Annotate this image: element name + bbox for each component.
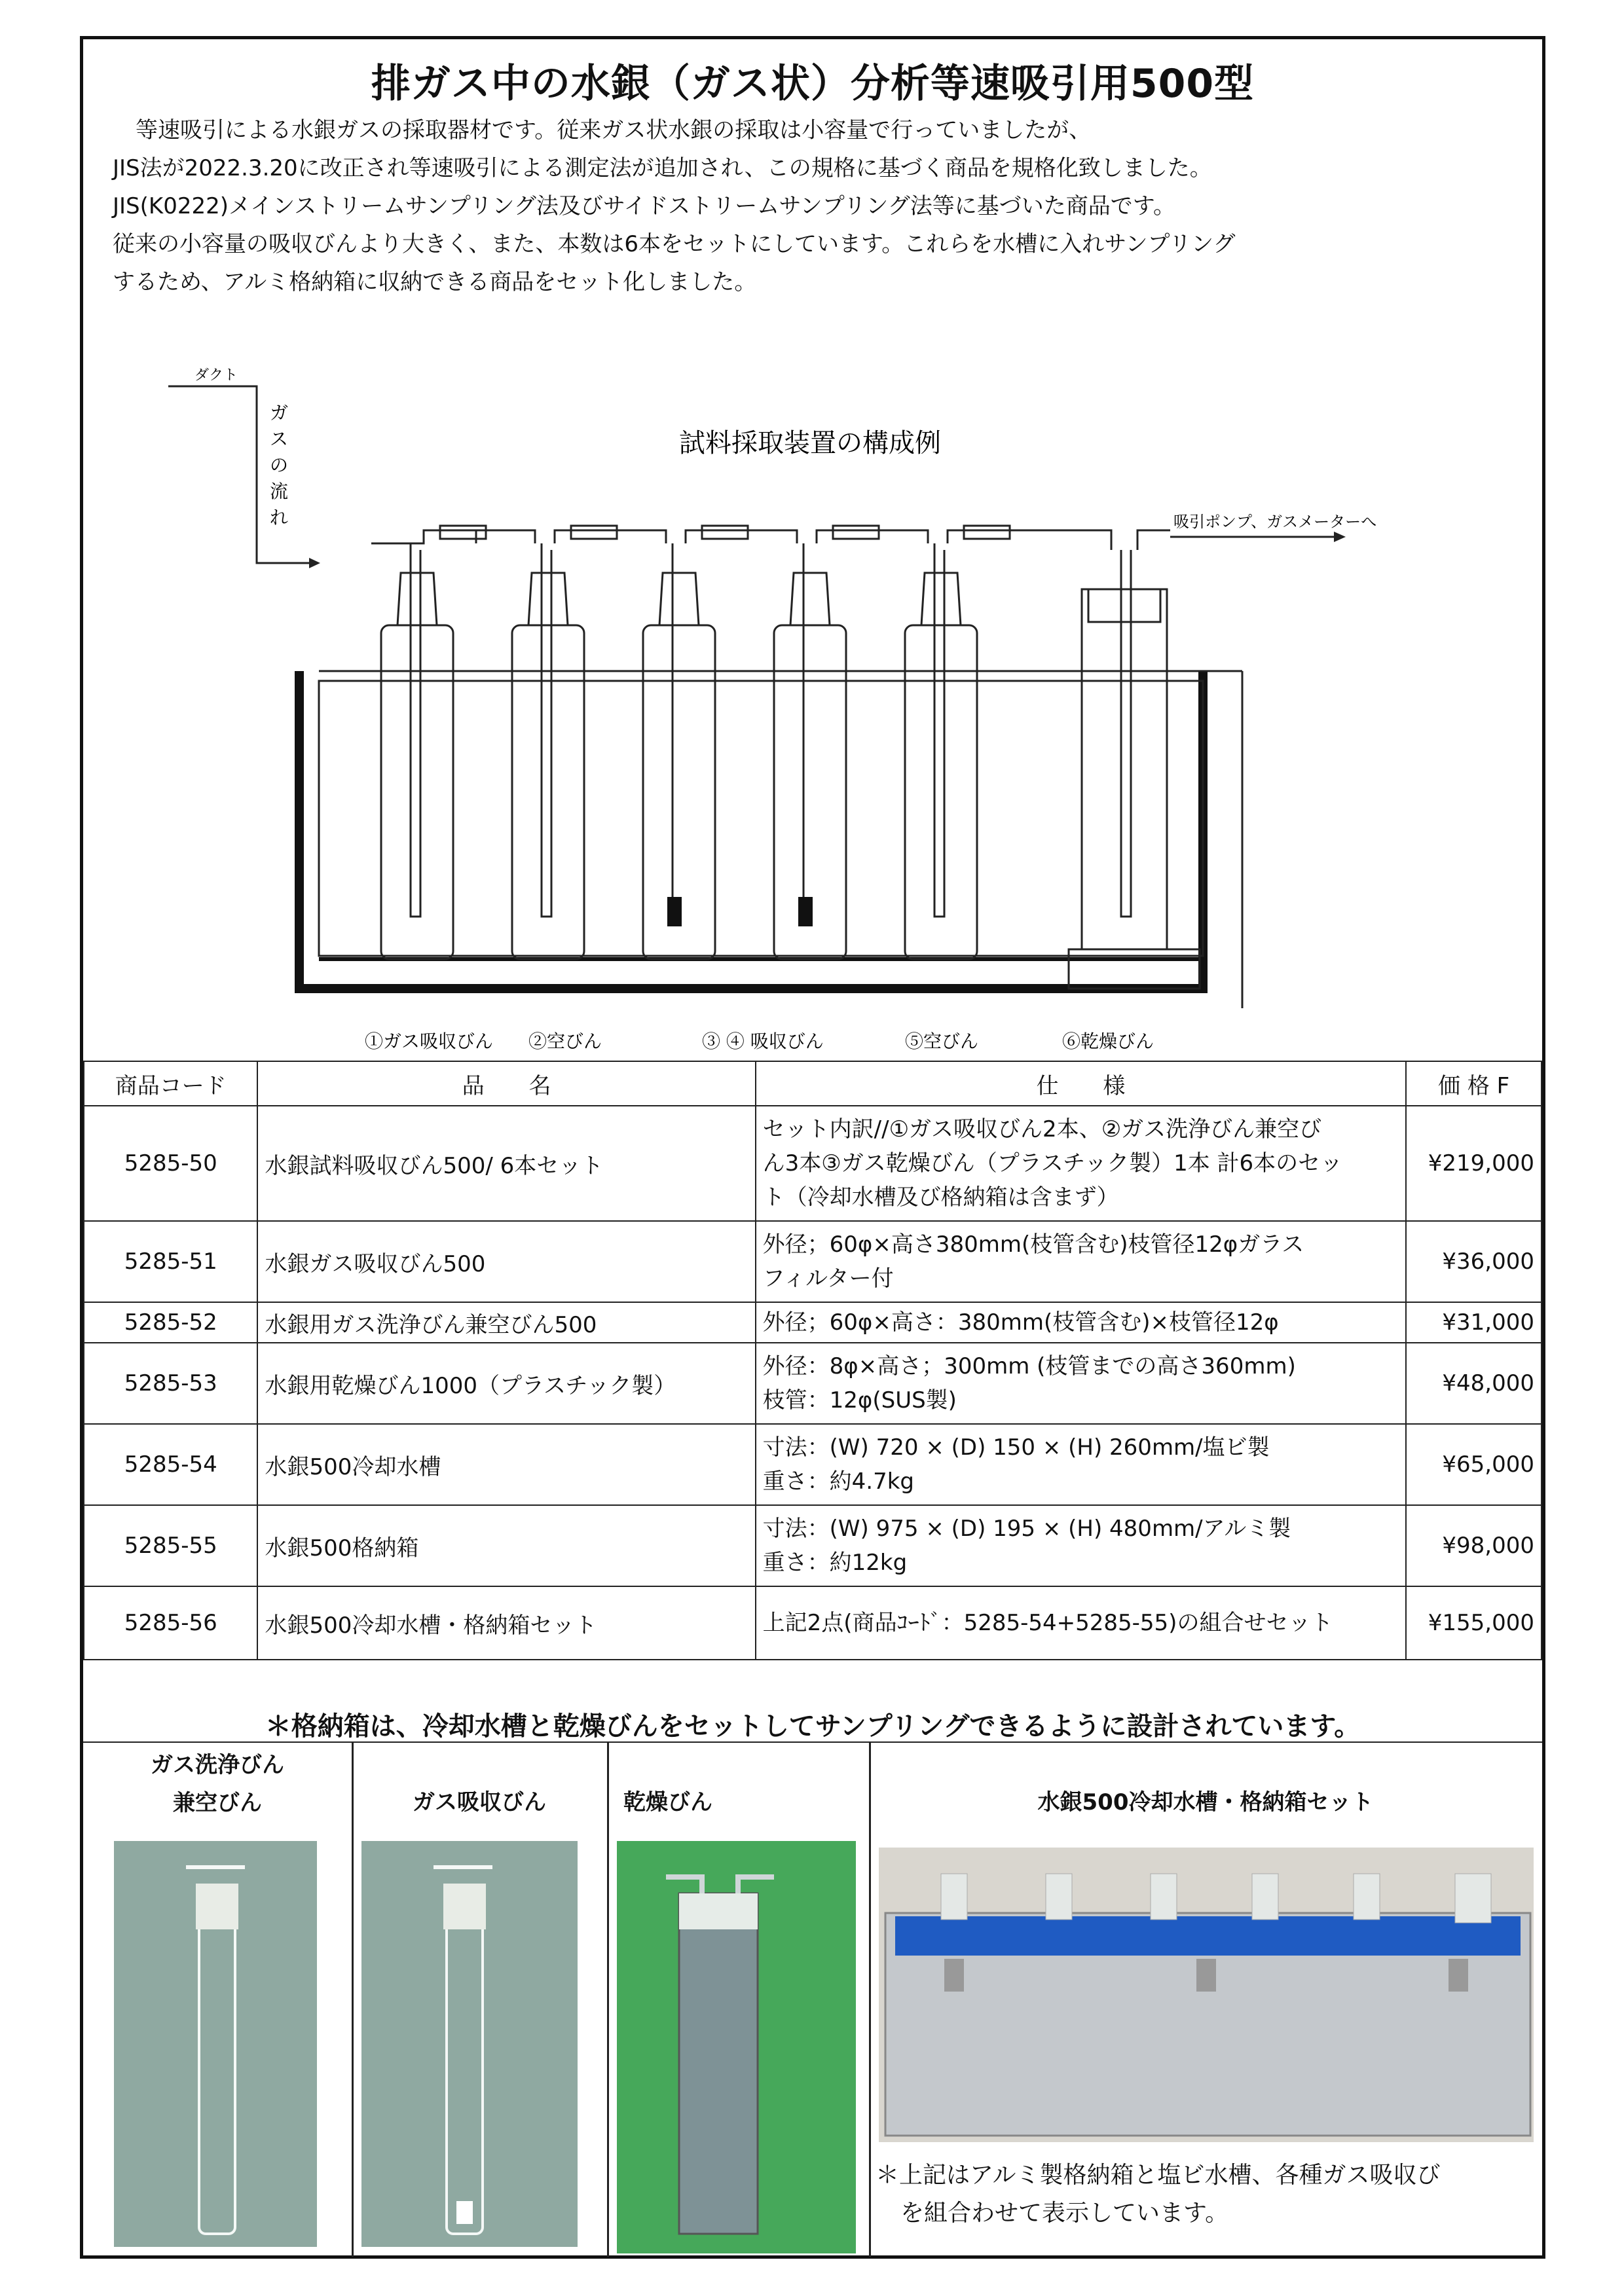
svg-text:流: 流 <box>270 481 289 502</box>
product-name: 水銀ガス吸収びん500 <box>257 1221 755 1302</box>
product-code: 5285-54 <box>84 1424 257 1505</box>
product-spec: 外径；60φ×高さ：380mm(枝管含む)×枝管径12φ <box>756 1302 1407 1343</box>
product-name: 水銀500冷却水槽・格納箱セット <box>257 1586 755 1660</box>
product-price: ¥31,000 <box>1406 1302 1541 1343</box>
diagram-title: 試料採取装置の構成例 <box>679 428 941 458</box>
product-table <box>83 1061 1542 1660</box>
product-code: 5285-55 <box>84 1505 257 1586</box>
product-spec: セット内訳//①ガス吸収びん2本、②ガス洗浄びん兼空び ん3本③ガス乾燥びん（プラスチック製）1本 計6本のセッ ト（冷却水槽及び格納箱は含まず） <box>756 1106 1407 1221</box>
set-note: ＊上記はアルミ製格納箱と塩ビ水槽、各種ガス吸収び を組合わせて表示しています。 <box>876 2162 1441 2227</box>
wash-bottle-photo <box>114 1841 317 2247</box>
product-spec: 外径；60φ×高さ380mm(枝管含む)枝管径12φガラス フィルター付 <box>756 1221 1407 1302</box>
product-price: ¥48,000 <box>1406 1343 1541 1424</box>
intro-line: 等速吸引による水銀ガスの採取器材です。従来ガス状水銀の採取は小容量で行っていましたが、 <box>136 117 1092 143</box>
absorption-bottle-caption: ガス吸収びん <box>413 1789 546 1815</box>
product-name: 水銀試料吸収びん500/ 6本セット <box>257 1106 755 1221</box>
table-row <box>84 1505 1541 1586</box>
product-price: ¥155,000 <box>1406 1586 1541 1660</box>
product-price: ¥36,000 <box>1406 1221 1541 1302</box>
to-pump-label: 吸引ポンプ、ガスメーターへ <box>1173 513 1377 531</box>
label-gas-absorption-bottle: ①ガス吸収びん <box>365 1030 494 1052</box>
product-code: 5285-50 <box>84 1106 257 1221</box>
product-price: ¥219,000 <box>1406 1106 1541 1221</box>
product-code: 5285-51 <box>84 1221 257 1302</box>
product-name: 水銀500冷却水槽 <box>257 1424 755 1505</box>
header-spec: 仕 様 <box>756 1061 1407 1106</box>
intro-text <box>113 111 1521 301</box>
svg-text:ス: ス <box>270 428 289 450</box>
storage-box-note: ＊格納箱は、冷却水槽と乾燥びんをセットしてサンプリングできるように設計されています。 <box>265 1711 1361 1741</box>
product-spec: 外径：8φ×高さ；300mm (枝管までの高さ360mm) 枝管：12φ(SUS製) <box>756 1343 1407 1424</box>
table-row <box>84 1343 1541 1424</box>
drying-bottle-column <box>607 1743 871 2257</box>
sampling-apparatus-diagram <box>83 327 1542 1074</box>
product-code: 5285-52 <box>84 1302 257 1343</box>
product-name: 水銀500格納箱 <box>257 1505 755 1586</box>
product-spec: 上記2点(商品ｺｰﾄﾞ：5285-54+5285-55)の組合せセット <box>756 1586 1407 1660</box>
label-absorption-bottles: ③ ④ 吸収びん <box>702 1030 824 1052</box>
intro-line: するため、アルミ格納箱に収納できる商品をセット化しました。 <box>113 269 757 295</box>
duct-label: ダクト <box>194 367 238 384</box>
table-header-row <box>84 1061 1541 1106</box>
set-caption: 水銀500冷却水槽・格納箱セット <box>1037 1789 1374 1815</box>
intro-line: 従来の小容量の吸収びんより大きく、また、本数は6本をセットにしています。これらを水槽に入れサンプリング <box>113 231 1236 257</box>
table-row <box>84 1424 1541 1505</box>
header-price: 価 格 F <box>1406 1061 1541 1106</box>
gas-flow-label <box>270 402 288 528</box>
absorption-bottle-photo <box>361 1841 578 2247</box>
product-price: ¥98,000 <box>1406 1505 1541 1586</box>
page-frame <box>80 36 1545 2259</box>
header-name: 品 名 <box>257 1061 755 1106</box>
page-title: 排ガス中の水銀（ガス状）分析等速吸引用500型 <box>371 61 1255 107</box>
table-row <box>84 1106 1541 1221</box>
product-price: ¥65,000 <box>1406 1424 1541 1505</box>
table-row <box>84 1221 1541 1302</box>
product-code: 5285-56 <box>84 1586 257 1660</box>
label-empty-bottle-5: ⑤空びん <box>905 1030 979 1052</box>
intro-line: JIS(K0222)メインストリームサンプリング法及びサイドストリームサンプリング法等に基づいた商品です。 <box>113 193 1176 219</box>
product-spec: 寸法：(W) 720 × (D) 150 × (H) 260mm/塩ビ製 重さ：約4.7kg <box>756 1424 1407 1505</box>
product-name: 水銀用乾燥びん1000（プラスチック製） <box>257 1343 755 1424</box>
drying-bottle-caption: 乾燥びん <box>623 1789 712 1815</box>
wash-bottle-column <box>83 1743 354 2257</box>
product-spec: 寸法：(W) 975 × (D) 195 × (H) 480mm/アルミ製 重さ：約12kg <box>756 1505 1407 1586</box>
absorption-bottle-column <box>352 1743 609 2257</box>
set-column <box>869 1743 1542 2257</box>
drying-bottle-photo <box>617 1841 856 2253</box>
set-photo <box>879 1848 1534 2142</box>
product-code: 5285-53 <box>84 1343 257 1424</box>
wash-bottle-caption: ガス洗浄びん 兼空びん <box>151 1752 284 1816</box>
table-row <box>84 1586 1541 1660</box>
photo-section <box>83 1741 1542 2257</box>
svg-text:れ: れ <box>270 507 289 528</box>
label-drying-bottle: ⑥乾燥びん <box>1062 1030 1154 1052</box>
table-row <box>84 1302 1541 1343</box>
product-name: 水銀用ガス洗浄びん兼空びん500 <box>257 1302 755 1343</box>
header-code: 商品コード <box>84 1061 257 1106</box>
svg-text:ガ: ガ <box>270 402 289 424</box>
svg-text:の: の <box>270 454 289 476</box>
label-empty-bottle: ②空びん <box>528 1030 602 1052</box>
intro-line: JIS法が2022.3.20に改正され等速吸引による測定法が追加され、この規格に基づく商品を規格化致しました。 <box>113 155 1212 181</box>
